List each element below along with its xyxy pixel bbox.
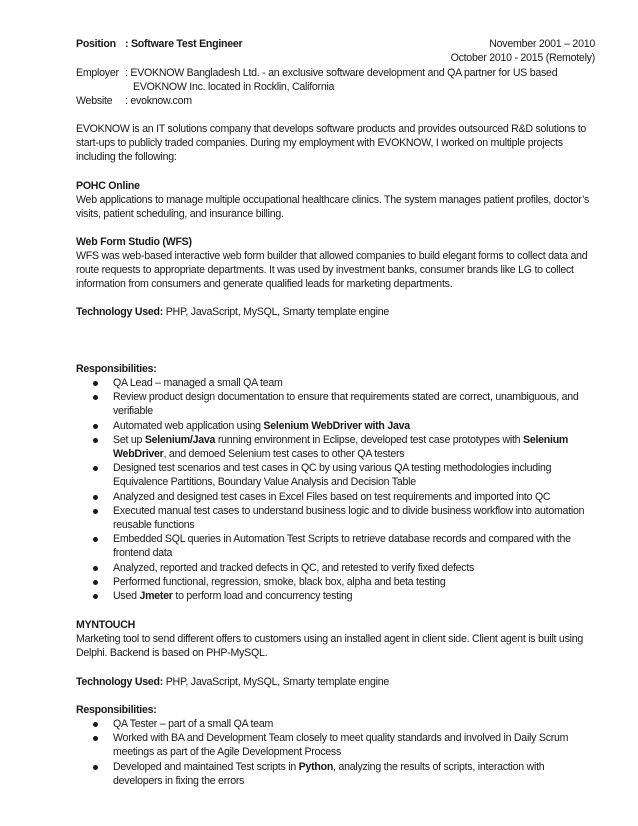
tech-label: Technology Used: — [76, 306, 164, 318]
pohc-description: Web applications to manage multiple occupational healthcare clinics. The system manages patient profiles, doctor’s visits, patient scheduling, and insurance billing. — [76, 194, 590, 221]
bullet-text: Executed manual test cases to understand business logic and to divide business workflow into automation reusable functions — [113, 504, 585, 532]
bullet-item — [76, 760, 596, 788]
bullet-item — [76, 532, 596, 560]
bullet-text: Designed test scenarios and test cases in QC by using various QA testing methodologies including Equivalence Partitions, Boundary Value Analysis and Decision Table — [113, 462, 552, 489]
bullet-text: Analyzed and designed test cases in Excel Files based on test requirements and imported into QC — [113, 490, 551, 503]
date-range-2: October 2010 - 2015 (Remotely) — [450, 52, 595, 64]
company-intro: EVOKNOW is an IT solutions company that develops software products and provides outsourced R&D solutions to start-ups to publicly traded companies. During my employment with EVOKNOW, I worked on multiple projects including the following: — [76, 123, 587, 164]
bullet-text: Analyzed, reported and tracked defects in QC, and retested to verify fixed defects — [113, 561, 475, 574]
tech-label: Technology Used: — [76, 676, 164, 688]
bullet-text: running environment in Eclipse, developed test case prototypes with — [215, 433, 523, 446]
bullet-item — [76, 419, 596, 433]
wfs-description: WFS was web-based interactive web form builder that allowed companies to build elegant forms to collect data and route requests to appropriate departments. It was used by investment banks, consumer brands like LG to collect information from consumers and generate qualified leads for marketing departments. — [76, 250, 588, 291]
bullet-text: Developed and maintained Test scripts in — [113, 760, 299, 773]
bullet-emphasis: Selenium WebDriver with Java — [263, 419, 410, 432]
bullet-emphasis: Jmeter — [139, 590, 173, 603]
bullet-text: Set up — [113, 433, 145, 446]
bullet-item — [76, 717, 596, 731]
tech-value: PHP, JavaScript, MySQL, Smarty template engine — [163, 306, 389, 318]
employer-line-1: : EVOKNOW Bangladesh Ltd. - an exclusive software development and QA partner for US based — [125, 67, 558, 79]
bullet-text: Worked with BA and Development Team closely to meet quality standards and involved in Daily Scrum meetings as part of the Agile Development Process — [113, 732, 569, 759]
bullet-text: , analyzing the results of scripts, interaction with developers in fixing the errors — [113, 760, 545, 787]
employer-label: Employer — [76, 67, 119, 79]
bullet-text: Embedded SQL queries in Automation Test Scripts to retrieve database records and compared with the frontend data — [113, 533, 571, 560]
website-label: Website — [76, 95, 113, 107]
bullet-item — [76, 461, 596, 489]
tech-value: PHP, JavaScript, MySQL, Smarty template engine — [163, 676, 389, 688]
bullet-text: Used — [113, 590, 140, 603]
position-value: : Software Test Engineer — [125, 38, 243, 50]
myntouch-description: Marketing tool to send different offers to customers using an installed agent in client side. Client agent is built using Delphi. Backend is based on PHP-MySQL. — [76, 633, 584, 660]
bullet-emphasis: Selenium/Java — [144, 433, 216, 446]
bullet-text: QA Tester – part of a small QA team — [113, 718, 274, 730]
technology-used-2 — [76, 675, 389, 689]
position-label: Position — [76, 38, 116, 50]
bullet-emphasis: Python — [298, 760, 334, 773]
bullet-text: Review product design documentation to ensure that requirements stated are correct, unambiguous, and verifiable — [113, 391, 579, 418]
wfs-title: Web Form Studio (WFS) — [76, 236, 192, 248]
bullet-item — [76, 575, 596, 589]
responsibilities-list-2 — [76, 717, 596, 788]
bullet-item — [76, 589, 596, 603]
pohc-title: POHC Online — [76, 180, 140, 192]
bullet-text: to perform load and concurrency testing — [172, 590, 353, 603]
employer-line-2: EVOKNOW Inc. located in Rocklin, California — [133, 81, 335, 93]
responsibilities-title-2: Responsibilities: — [76, 704, 157, 716]
bullet-item — [76, 504, 596, 532]
position-line — [76, 37, 243, 51]
bullet-item — [76, 561, 596, 575]
date-range-1: November 2001 – 2010 — [489, 38, 595, 50]
bullet-item — [76, 731, 596, 759]
technology-used-1 — [76, 305, 389, 319]
bullet-item — [76, 390, 596, 418]
bullet-text: , and demoed Selenium test cases to other QA testers — [163, 448, 405, 461]
bullet-item — [76, 376, 596, 390]
bullet-item — [76, 433, 596, 461]
responsibilities-title-1: Responsibilities: — [76, 363, 157, 375]
responsibilities-list-1 — [76, 376, 596, 603]
bullet-emphasis: Selenium WebDriver — [113, 433, 569, 461]
website-value: : evoknow.com — [125, 95, 192, 107]
myntouch-title: MYNTOUCH — [76, 619, 136, 631]
bullet-text: QA Lead – managed a small QA team — [113, 377, 283, 389]
bullet-text: Automated web application using — [113, 419, 264, 432]
bullet-text: Performed functional, regression, smoke, black box, alpha and beta testing — [113, 575, 446, 588]
bullet-item — [76, 490, 596, 504]
